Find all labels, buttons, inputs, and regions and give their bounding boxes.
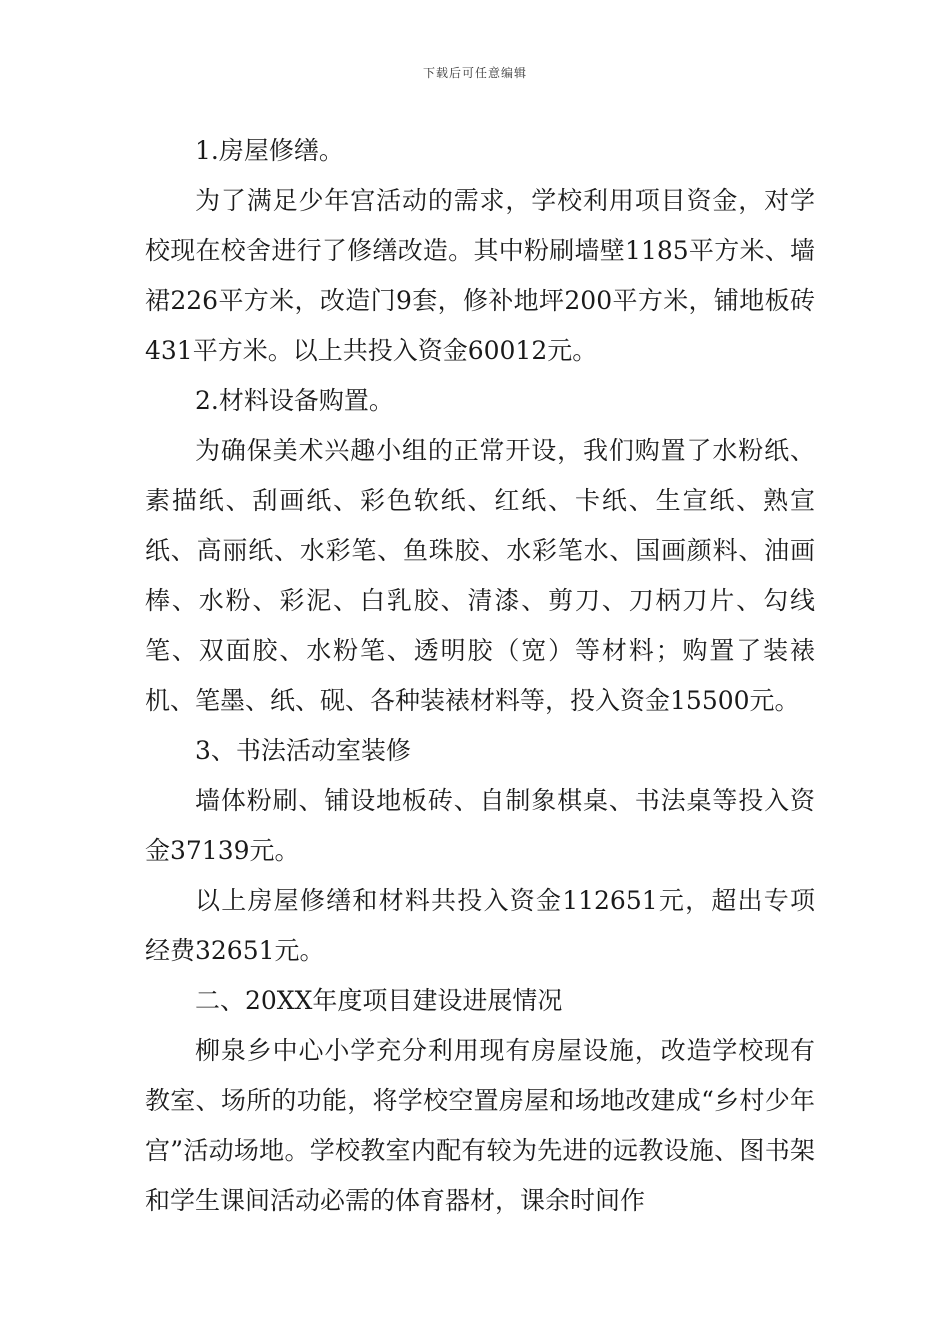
paragraph-materials: 为确保美术兴趣小组的正常开设，我们购置了水粉纸、素描纸、刮画纸、彩色软纸、红纸、卡纸、生宣纸、熟宣纸、高丽纸、水彩笔、鱼珠胶、水彩笔水、国画颜料、油画棒、水粉、彩泥、白乳胶、清漆、剪刀、刀柄刀片、勾线笔、双面胶、水粉笔、透明胶（宽）等材料；购置了装裱机、笔墨、纸、砚、各种装裱材料等，投入资金15500元。 [145,436,815,715]
section-heading-house-repair: 1.房屋修缮。 [195,136,344,165]
section-heading-materials: 2.材料设备购置。 [195,386,394,415]
document-body [145,126,815,1226]
paragraph-calligraphy-room: 墙体粉刷、铺设地板砖、自制象棋桌、书法桌等投入资金37139元。 [145,786,815,865]
section-heading-calligraphy-room: 3、书法活动室装修 [195,736,411,765]
page-header-note: 下载后可任意编辑 [422,66,527,80]
paragraph-total-investment: 以上房屋修缮和材料共投入资金112651元，超出专项经费32651元。 [145,886,815,965]
section-heading-progress: 二、20XX年度项目建设进展情况 [195,986,563,1015]
paragraph-progress: 柳泉乡中心小学充分利用现有房屋设施，改造学校现有教室、场所的功能，将学校空置房屋和场地改建成“乡村少年宫”活动场地。学校教室内配有较为先进的远教设施、图书架和学生课间活动必需的体育器材，课余时间作 [145,1036,815,1215]
paragraph-house-repair: 为了满足少年宫活动的需求，学校利用项目资金，对学校现在校舍进行了修缮改造。其中粉刷墙壁1185平方米、墙裙226平方米，改造门9套，修补地坪200平方米，铺地板砖431平方米。以上共投入资金60012元。 [145,186,815,365]
